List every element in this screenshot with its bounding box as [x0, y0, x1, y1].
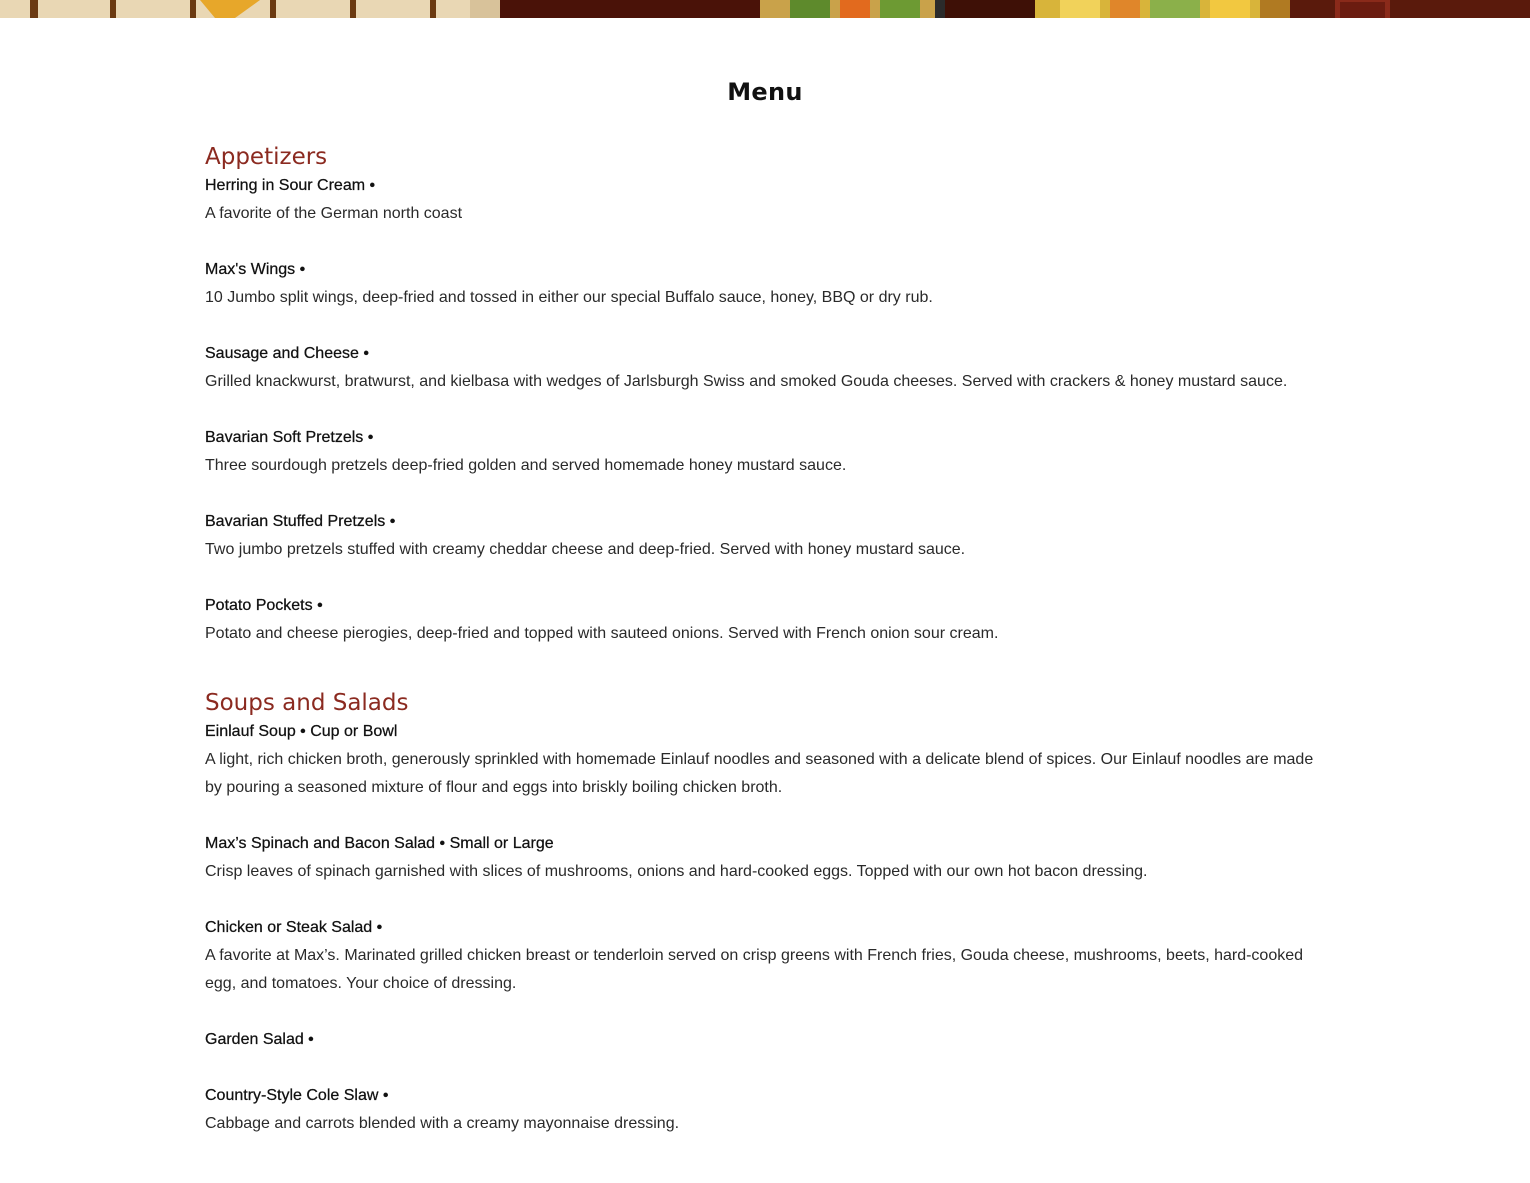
- menu-item-description: Grilled knackwurst, bratwurst, and kielbasa with wedges of Jarlsburgh Swiss and smoked Gouda cheeses. Served with crackers & honey mustard sauce.: [205, 373, 1288, 390]
- menu-item: [205, 172, 1315, 228]
- menu-item-name: Bavarian Stuffed Pretzels •: [205, 513, 396, 530]
- menu-item: [205, 830, 1315, 886]
- menu-item-name: Sausage and Cheese •: [205, 345, 369, 362]
- section-heading: Appetizers: [205, 144, 328, 170]
- menu-item: [205, 1082, 1315, 1138]
- menu-item-description: A favorite of the German north coast: [205, 205, 463, 222]
- menu-item-description: A light, rich chicken broth, generously sprinkled with homemade Einlauf noodles and seasoned with a delicate blend of spices. Our Einlauf noodles are made by pouring a seasoned mixture of flour and eggs into briskly boiling chicken broth.: [205, 751, 1314, 796]
- menu-item-name: Einlauf Soup • Cup or Bowl: [205, 723, 398, 740]
- menu-item-name: Potato Pockets •: [205, 597, 323, 614]
- menu-item-description: Two jumbo pretzels stuffed with creamy cheddar cheese and deep-fried. Served with honey mustard sauce.: [205, 541, 966, 558]
- menu-item-name: Herring in Sour Cream •: [205, 177, 376, 194]
- section-appetizers: [205, 142, 1315, 648]
- menu-item-name: Country-Style Cole Slaw •: [205, 1087, 389, 1104]
- menu-item-description: Three sourdough pretzels deep-fried golden and served homemade honey mustard sauce.: [205, 457, 847, 474]
- menu-item: [205, 592, 1315, 648]
- menu-item-name: Garden Salad •: [205, 1031, 314, 1048]
- menu-item-description: Crisp leaves of spinach garnished with slices of mushrooms, onions and hard-cooked eggs. Topped with our own hot bacon dressing.: [205, 863, 1148, 880]
- menu-item-name: Bavarian Soft Pretzels •: [205, 429, 374, 446]
- menu-item-description: 10 Jumbo split wings, deep-fried and tossed in either our special Buffalo sauce, honey, BBQ or dry rub.: [205, 289, 933, 306]
- menu-item: [205, 340, 1315, 396]
- menu-item: [205, 424, 1315, 480]
- menu-item-description: Potato and cheese pierogies, deep-fried and topped with sauteed onions. Served with French onion sour cream.: [205, 625, 999, 642]
- menu-item: [205, 256, 1315, 312]
- stained-glass-lamp-image: [0, 0, 1530, 18]
- menu-item: [205, 914, 1315, 998]
- section-heading: Soups and Salads: [205, 690, 409, 716]
- hero-banner-image: [0, 0, 1530, 18]
- page-title: Menu: [727, 78, 803, 106]
- menu-item-name: Chicken or Steak Salad •: [205, 919, 383, 936]
- menu-item-description: Cabbage and carrots blended with a creamy mayonnaise dressing.: [205, 1115, 680, 1132]
- menu-item-description: A favorite at Max’s. Marinated grilled chicken breast or tenderloin served on crisp greens with French fries, Gouda cheese, mushrooms, beets, hard-cooked egg, and tomatoes. Your choice of dressing.: [205, 947, 1304, 992]
- menu-item: [205, 718, 1315, 802]
- section-soups-and-salads: [205, 688, 1315, 1138]
- menu-item: [205, 508, 1315, 564]
- menu-item: [205, 1026, 1315, 1054]
- menu-item-name: Max’s Spinach and Bacon Salad • Small or Large: [205, 835, 554, 852]
- menu-item-name: Max's Wings •: [205, 261, 306, 278]
